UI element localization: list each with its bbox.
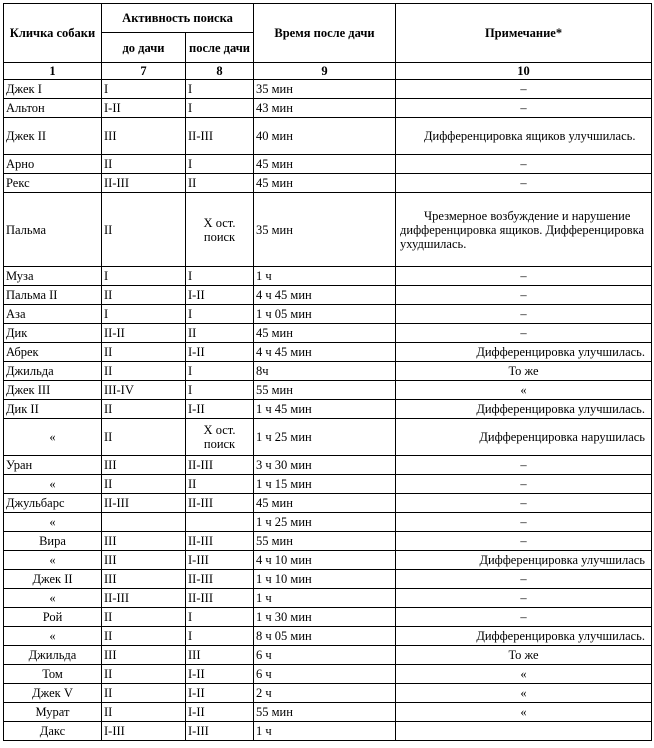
activity-after: II — [186, 324, 254, 343]
activity-after — [186, 513, 254, 532]
activity-after: II-III — [186, 532, 254, 551]
table-row — [4, 305, 652, 324]
activity-after: I — [186, 627, 254, 646]
dog-name: Муза — [4, 267, 102, 286]
activity-before: III — [102, 646, 186, 665]
time-after: 1 ч 05 мин — [254, 305, 396, 324]
activity-after: II-III — [186, 118, 254, 155]
col-number-1: 1 — [4, 63, 102, 80]
activity-before: I — [102, 80, 186, 99]
dog-name: Альтон — [4, 99, 102, 118]
dog-name: Пальма II — [4, 286, 102, 305]
activity-before: I — [102, 305, 186, 324]
results-table — [3, 3, 652, 741]
note: – — [396, 475, 652, 494]
activity-before: II — [102, 608, 186, 627]
activity-before: I — [102, 267, 186, 286]
activity-after: I-III — [186, 722, 254, 741]
table-row — [4, 324, 652, 343]
activity-after: I — [186, 608, 254, 627]
dog-name: Джильда — [4, 362, 102, 381]
table-row — [4, 267, 652, 286]
note: Дифференцировка улучшилась. — [396, 627, 652, 646]
time-after: 1 ч 25 мин — [254, 419, 396, 456]
activity-before: II — [102, 684, 186, 703]
time-after: 8 ч 05 мин — [254, 627, 396, 646]
time-after: 6 ч — [254, 665, 396, 684]
table-row — [4, 193, 652, 267]
time-after: 4 ч 45 мин — [254, 343, 396, 362]
time-after: 4 ч 45 мин — [254, 286, 396, 305]
time-after: 35 мин — [254, 80, 396, 99]
note: То же — [396, 362, 652, 381]
table-row — [4, 80, 652, 99]
time-after: 40 мин — [254, 118, 396, 155]
activity-before: II — [102, 286, 186, 305]
table-row — [4, 118, 652, 155]
activity-before: II — [102, 419, 186, 456]
activity-after: I-II — [186, 703, 254, 722]
time-after: 55 мин — [254, 381, 396, 400]
activity-before: II — [102, 475, 186, 494]
dog-name: Пальма — [4, 193, 102, 267]
dog-name: Джек I — [4, 80, 102, 99]
activity-after: II-III — [186, 570, 254, 589]
header-search-activity: Активность поиска — [102, 4, 254, 33]
activity-after: III — [186, 646, 254, 665]
time-after: 43 мин — [254, 99, 396, 118]
table-row — [4, 99, 652, 118]
table-row — [4, 608, 652, 627]
activity-after: I — [186, 267, 254, 286]
dog-name: Джек III — [4, 381, 102, 400]
activity-before: II-III — [102, 589, 186, 608]
activity-before: II — [102, 362, 186, 381]
table-row — [4, 570, 652, 589]
time-after: 8ч — [254, 362, 396, 381]
table-row — [4, 703, 652, 722]
dog-name: Том — [4, 665, 102, 684]
table-row — [4, 722, 652, 741]
note: – — [396, 305, 652, 324]
table-row — [4, 456, 652, 475]
table-row — [4, 551, 652, 570]
activity-before: II-III — [102, 494, 186, 513]
note: Дифференцировка нарушилась — [396, 419, 652, 456]
note: – — [396, 494, 652, 513]
table-row — [4, 646, 652, 665]
time-after: 45 мин — [254, 494, 396, 513]
table-row — [4, 381, 652, 400]
activity-after: I-II — [186, 684, 254, 703]
header-before: до дачи — [102, 33, 186, 63]
activity-before: III — [102, 118, 186, 155]
table-row — [4, 475, 652, 494]
activity-after: X ост. поиск — [186, 419, 254, 456]
time-after: 4 ч 10 мин — [254, 551, 396, 570]
note — [396, 118, 652, 155]
note: – — [396, 532, 652, 551]
header-time-after: Время после дачи — [254, 4, 396, 63]
time-after: 1 ч 45 мин — [254, 400, 396, 419]
activity-after: I — [186, 80, 254, 99]
header-row-top — [4, 4, 652, 33]
table-row — [4, 665, 652, 684]
note: – — [396, 589, 652, 608]
note: – — [396, 99, 652, 118]
activity-after: I — [186, 99, 254, 118]
note — [396, 193, 652, 267]
dog-name: Дакс — [4, 722, 102, 741]
note-text: Дифференцировка ящиков улучшилась. — [424, 129, 636, 143]
activity-before: I-II — [102, 99, 186, 118]
time-after: 1 ч — [254, 722, 396, 741]
dog-name: « — [4, 589, 102, 608]
time-after: 1 ч 15 мин — [254, 475, 396, 494]
dog-name: Джек II — [4, 570, 102, 589]
activity-before: III — [102, 456, 186, 475]
dog-name: Уран — [4, 456, 102, 475]
table-row — [4, 155, 652, 174]
dog-name: Арно — [4, 155, 102, 174]
dog-name: Рекс — [4, 174, 102, 193]
activity-after: I — [186, 155, 254, 174]
time-after: 6 ч — [254, 646, 396, 665]
table-row — [4, 174, 652, 193]
dog-name: « — [4, 513, 102, 532]
activity-before: II — [102, 155, 186, 174]
table-row — [4, 419, 652, 456]
activity-before: II — [102, 343, 186, 362]
activity-before: III — [102, 551, 186, 570]
activity-after: II-III — [186, 589, 254, 608]
note: – — [396, 570, 652, 589]
table-row — [4, 627, 652, 646]
activity-before — [102, 513, 186, 532]
activity-after: II-III — [186, 494, 254, 513]
activity-before: II — [102, 627, 186, 646]
activity-before: III — [102, 570, 186, 589]
note-text: Чрезмерное возбуждение и нарушение дифференцировка ящиков. Дифференцировка ухудшилась. — [400, 208, 645, 251]
time-after: 1 ч 30 мин — [254, 608, 396, 627]
dog-name: Джек V — [4, 684, 102, 703]
note: Дифференцировка улучшилась. — [396, 400, 652, 419]
dog-name: « — [4, 475, 102, 494]
note: – — [396, 286, 652, 305]
time-after: 35 мин — [254, 193, 396, 267]
dog-name: Джульбарс — [4, 494, 102, 513]
time-after: 55 мин — [254, 703, 396, 722]
header-after: после дачи — [186, 33, 254, 63]
dog-name: Дик — [4, 324, 102, 343]
activity-after: I — [186, 381, 254, 400]
table-row — [4, 362, 652, 381]
activity-before: II-II — [102, 324, 186, 343]
dog-name: Аза — [4, 305, 102, 324]
activity-before: II — [102, 665, 186, 684]
table-row — [4, 400, 652, 419]
dog-name: « — [4, 419, 102, 456]
dog-name: Мурат — [4, 703, 102, 722]
activity-before: II — [102, 400, 186, 419]
activity-after: I — [186, 305, 254, 324]
note: « — [396, 665, 652, 684]
table-row — [4, 513, 652, 532]
header-note: Примечание* — [396, 4, 652, 63]
note: – — [396, 267, 652, 286]
dog-name: Абрек — [4, 343, 102, 362]
activity-before: I-III — [102, 722, 186, 741]
time-after: 45 мин — [254, 174, 396, 193]
time-after: 1 ч — [254, 589, 396, 608]
activity-before: II — [102, 703, 186, 722]
activity-after: I-II — [186, 400, 254, 419]
dog-name: Дик II — [4, 400, 102, 419]
note: « — [396, 684, 652, 703]
note: – — [396, 155, 652, 174]
activity-after: II — [186, 174, 254, 193]
dog-name: Вира — [4, 532, 102, 551]
dog-name: Рой — [4, 608, 102, 627]
time-after: 3 ч 30 мин — [254, 456, 396, 475]
note: – — [396, 456, 652, 475]
table-row — [4, 494, 652, 513]
table-row — [4, 286, 652, 305]
time-after: 45 мин — [254, 155, 396, 174]
note: – — [396, 608, 652, 627]
col-number-10: 10 — [396, 63, 652, 80]
activity-after: II-III — [186, 456, 254, 475]
column-number-row — [4, 63, 652, 80]
table-row — [4, 343, 652, 362]
table-row — [4, 684, 652, 703]
dog-name: Джильда — [4, 646, 102, 665]
dog-name: Джек II — [4, 118, 102, 155]
time-after: 45 мин — [254, 324, 396, 343]
col-number-9: 9 — [254, 63, 396, 80]
activity-before: II — [102, 193, 186, 267]
note: « — [396, 381, 652, 400]
col-number-8: 8 — [186, 63, 254, 80]
activity-before: III-IV — [102, 381, 186, 400]
note: – — [396, 513, 652, 532]
activity-before: III — [102, 532, 186, 551]
activity-after: I-II — [186, 665, 254, 684]
activity-after: I-III — [186, 551, 254, 570]
note — [396, 722, 652, 741]
table-row — [4, 532, 652, 551]
time-after: 2 ч — [254, 684, 396, 703]
dog-name: « — [4, 627, 102, 646]
note: То же — [396, 646, 652, 665]
time-after: 1 ч 10 мин — [254, 570, 396, 589]
time-after: 55 мин — [254, 532, 396, 551]
time-after: 1 ч 25 мин — [254, 513, 396, 532]
header-dog-name: Кличка собаки — [4, 4, 102, 63]
note: « — [396, 703, 652, 722]
note: – — [396, 174, 652, 193]
col-number-7: 7 — [102, 63, 186, 80]
activity-before: II-III — [102, 174, 186, 193]
note: Дифференцировка улучшилась — [396, 551, 652, 570]
note: – — [396, 80, 652, 99]
note: Дифференцировка улучшилась. — [396, 343, 652, 362]
note: – — [396, 324, 652, 343]
time-after: 1 ч — [254, 267, 396, 286]
activity-after: I-II — [186, 286, 254, 305]
activity-after: X ост. поиск — [186, 193, 254, 267]
dog-name: « — [4, 551, 102, 570]
table-row — [4, 589, 652, 608]
activity-after: II — [186, 475, 254, 494]
activity-after: I-II — [186, 343, 254, 362]
activity-after: I — [186, 362, 254, 381]
